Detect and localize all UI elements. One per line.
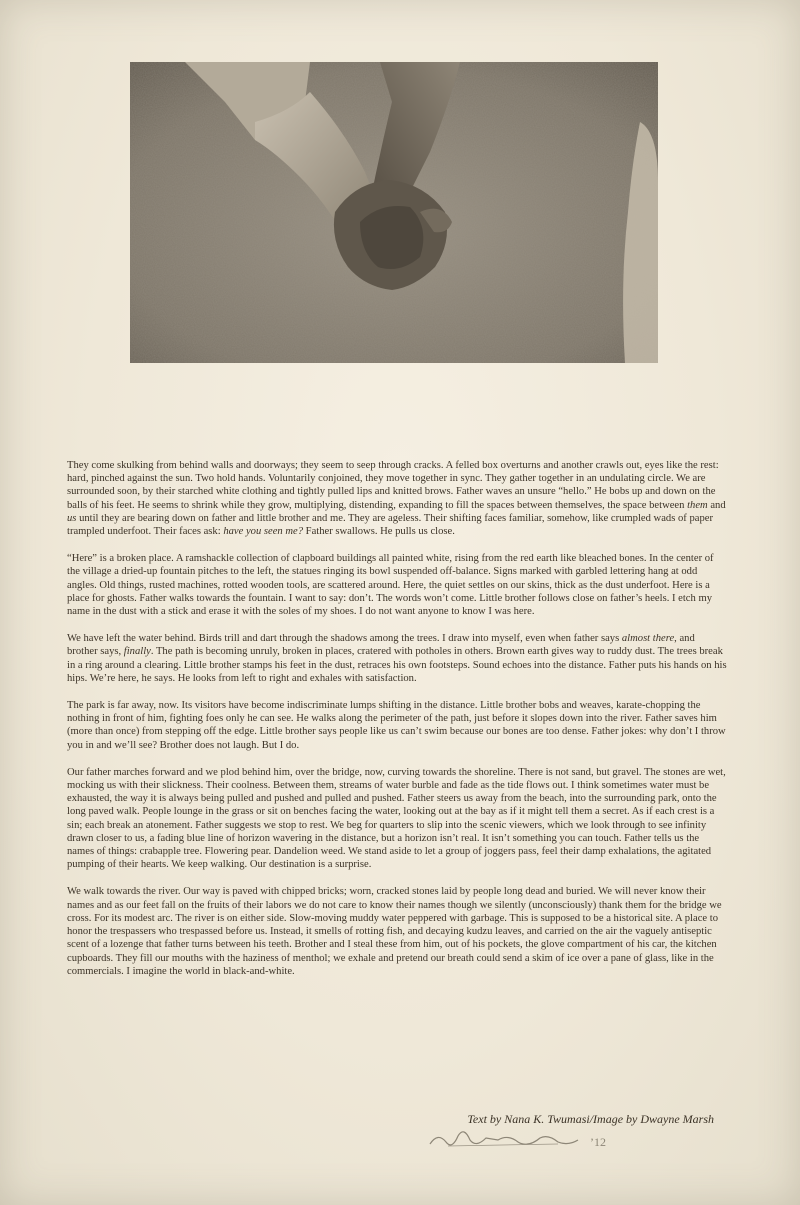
italic-phrase: them	[687, 499, 708, 511]
hands-holding-photo	[130, 62, 658, 363]
story-paragraph	[67, 552, 727, 618]
text-run: We have left the water behind. Birds trill and dart through the shadows among the trees. I draw into myself, even when father says	[67, 633, 622, 645]
story-paragraph	[67, 766, 727, 872]
text-run: Father swallows. He pulls us close.	[303, 526, 455, 538]
text-run: “Here” is a broken place. A ramshackle collection of clapboard buildings all painted white, rising from the red earth like bleached bones. In the center of the village a dried-up fountain pitches to the left, the statues ringing its bowl suspended off-balance. Signs marked with garbled lettering hang at odd angles. Old things, rusted machines, rotted wooden tools, are scattered around. Here, the quiet settles on our skins, thick as the dust underfoot. Here is a place for ghosts. Father walks towards the fountain. I want to say: don’t. The words won’t come. Little brother follows close on father’s heels. I etch my name in the dust with a stick and erase it with the soles of my shoes. I do not want anyone to know I was here.	[67, 553, 714, 618]
credit-line: Text by Nana K. Twumasi/Image by Dwayne Marsh	[467, 1112, 714, 1126]
italic-phrase: almost there	[621, 633, 675, 645]
story-paragraph	[67, 459, 727, 538]
text-run: and	[707, 499, 726, 511]
text-run: The park is far away, now. Its visitors have become indiscriminate lumps shifting in the distance. Little brother bobs and weaves, karate-chopping the nothing in front of him, fighting foes only he can see. He walks along the perimeter of the path, just before it slopes down into the river. Father saves him (more than once) from stepping off the edge. Little brother says people like us can’t swim because our bones are too dense. Father jokes: why don’t I throw you in and we’ll see? Brother does not laugh. But I do.	[67, 700, 726, 751]
italic-phrase: us	[67, 512, 77, 524]
story-paragraph	[67, 699, 727, 752]
signature-underline	[448, 1144, 558, 1146]
story-text	[67, 459, 727, 992]
text-run: They come skulking from behind walls and doorways; they seem to seep through cracks. A felled box overturns and another crawls out, eyes like the rest: hard, pinched against the sun. Two hold hands. Voluntarily conjoined, they move together in sync. They gather together in an undulating circle. We are surrounded soon, by their starched white clothing and tightly pulled lips and knitted brows. Father waves an unsure “hello.” He bobs up and down on the balls of his feet. He seems to shrink while they grow, multiplying, distending, expanding to fill the spaces between themselves, the space between	[67, 460, 719, 511]
story-paragraph	[67, 632, 727, 685]
text-run: , and brother says,	[67, 633, 695, 658]
italic-phrase: finally	[123, 646, 151, 658]
story-paragraph	[67, 885, 727, 977]
text-run: Our father marches forward and we plod behind him, over the bridge, now, curving towards the shoreline. There is not sand, but gravel. The stones are wet, mocking us with their slickness. Their coolness. Between them, streams of water burble and fade as the tide flows out. I think sometimes water must be exhausted, the way it is always being pulled and pushed and pulled and pushed. Father steers us away from the beach, into the surrounding park, onto the long paved walk. People lounge in the grass or sit on benches facing the water, looking out at the bay as if it might tell them a secret. As if each crest is a sin; each break an atonement. Father suggests we stop to rest. We beg for quarters to slip into the scenic viewers, which we look through to see infinity drawn closer to us, a fading blue line of horizon wavering in the distance, but a horizon isn’t real. It isn’t something you can touch. Father tells us the names of things: crabapple tree. Flowering pear. Dandelion weed. We stand aside to let a group of joggers pass, feel their damp exhalations, the agitated pumping of their hearts. We keep walking. Our destination is a surprise.	[67, 766, 726, 871]
text-run: until they are bearing down on father and little brother and me. They are ageless. Their shifting faces familiar, somehow, like crumpled wads of paper trampled underfoot. Their faces ask:	[67, 512, 713, 538]
signature-stroke	[430, 1132, 578, 1145]
photo-illustration	[130, 62, 658, 363]
artist-signature	[428, 1124, 628, 1154]
italic-phrase: have you seen me?	[223, 526, 304, 538]
signature-year: ’12	[590, 1135, 606, 1149]
text-run: We walk towards the river. Our way is paved with chipped bricks; worn, cracked stones laid by people long dead and buried. We will never know their names and as our feet fall on the fruits of their labors we do not care to know their names though we silently (unconsciously) thank them for the bridge we cross. For its modest arc. The river is on either side. Slow-moving muddy water peppered with garbage. This is supposed to be a historical site. A place to honor the trespassers who trespassed before us. Instead, it smells of rotting fish, and decaying kudzu leaves, and carried on the air the vaguely antiseptic scent of a lozenge that father turns between his teeth. Brother and I steal these from him, out of his pockets, the glove compartment of his car, the kitchen cupboards. They fill our mouths with the haziness of menthol; we exhale and pretend our breath could send a skim of ice over a pane of glass, like in the commercials. I imagine the world in black-and-white.	[67, 886, 722, 977]
text-run: . The path is becoming unruly, broken in places, cratered with potholes in others. Brown earth gives way to ruddy dust. The trees break in a ring around a clearing. Little brother stamps his feet in the dust, retraces his own footsteps. Sound echoes into the distance. Father puts his hands on his hips. We’re here, he says. He looks from left to right and exhales with satisfaction.	[67, 646, 727, 684]
signature-scribble	[428, 1124, 628, 1154]
